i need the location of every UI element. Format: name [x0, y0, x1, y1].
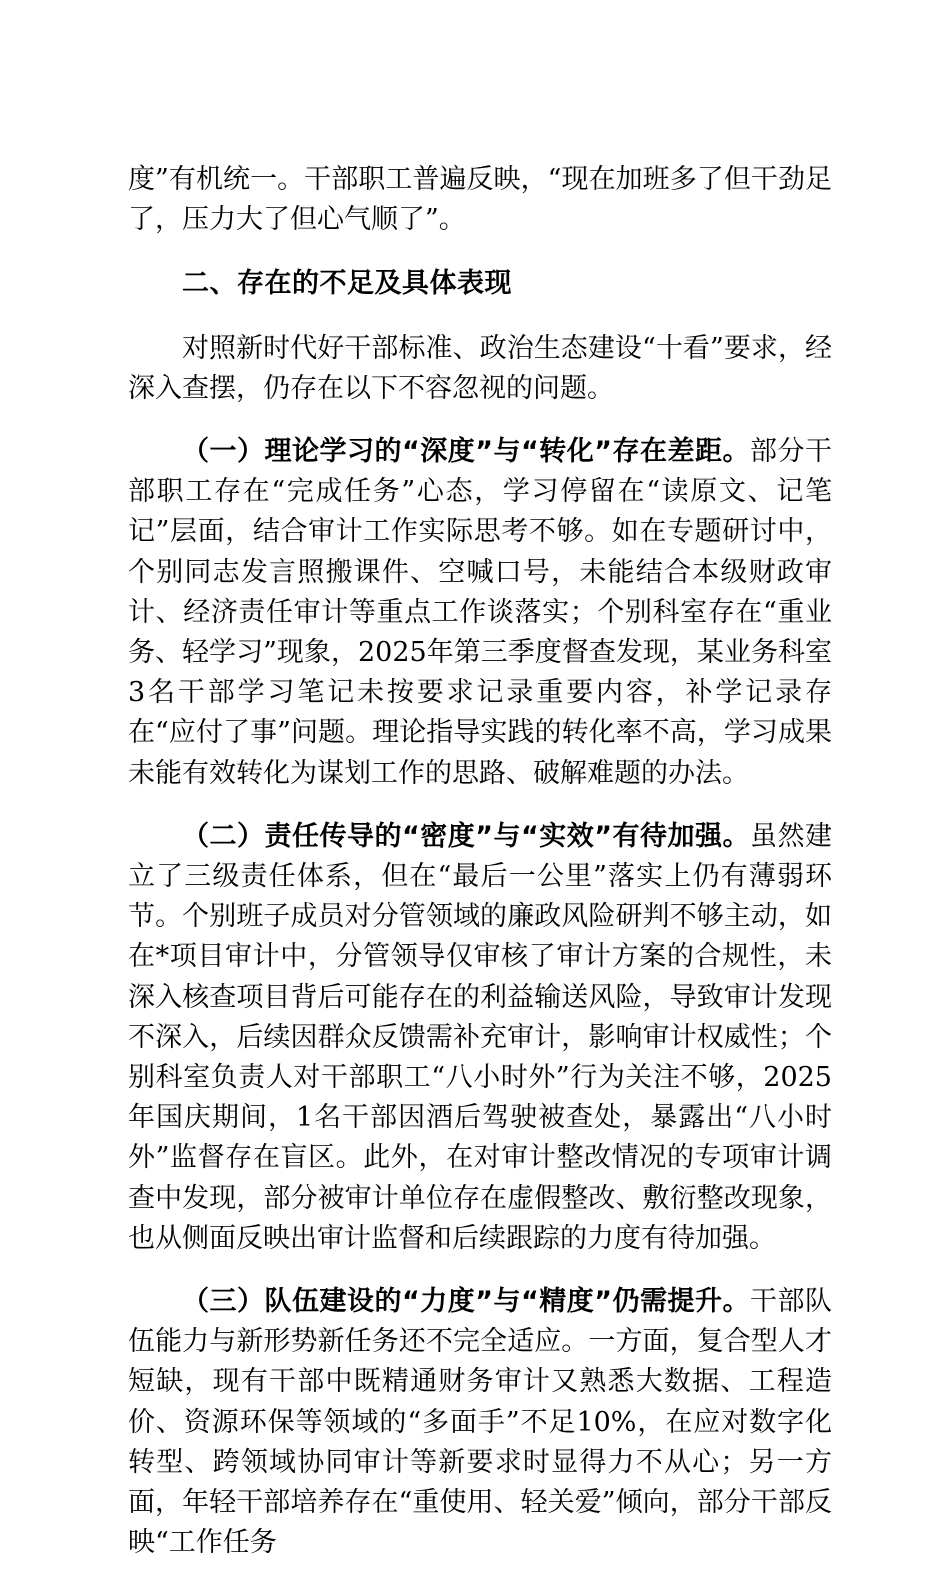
item-body-2: 虽然建立了三级责任体系，但在“最后一公里”落实上仍有薄弱环节。个别班子成员对分管领域的廉政风险研判不够主动，如在*项目审计中，分管领导仅审核了审计方案的合规性，未深入核查项目背后可能存在的利益输送风险，导致审计发现不深入，后续因群众反馈需补充审计，影响审计权威性；个别科室负责人对干部职工“八小时外”行为关注不够，2025年国庆期间，1名干部因酒后驾驶被查处，暴露出“八小时外”监督存在盲区。此外，在对审计整改情况的专项审计调查中发现，部分被审计单位存在虚假整改、敷衍整改现象，也从侧面反映出审计监督和后续跟踪的力度有待加强。	[128, 820, 833, 1254]
item-body-1: 部分干部职工存在“完成任务”心态，学习停留在“读原文、记笔记”层面，结合审计工作实际思考不够。如在专题研讨中，个别同志发言照搬课件、空喊口号，未能结合本级财政审计、经济责任审计等重点工作谈落实；个别科室存在“重业务、轻学习”现象，2025年第三季度督查发现，某业务科室3名干部学习笔记未按要求记录重要内容，补学记录存在“应付了事”问题。理论指导实践的转化率不高，学习成果未能有效转化为谋划工作的思路、破解难题的办法。	[128, 436, 833, 789]
document-page	[128, 160, 832, 1587]
item-paragraph-3	[128, 1282, 832, 1563]
intro-paragraph: 对照新时代好干部标准、政治生态建设“十看”要求，经深入查摆，仍存在以下不容忽视的问题。	[128, 332, 832, 404]
item-body-3: 干部队伍能力与新形势新任务还不完全适应。一方面，复合型人才短缺，现有干部中既精通财务审计又熟悉大数据、工程造价、资源环保等领域的“多面手”不足10%，在应对数字化转型、跨领域协同审计等新要求时显得力不从心；另一方面，年轻干部培养存在“重使用、轻关爱”倾向，部分干部反映“工作任务	[128, 1286, 833, 1559]
continuation-paragraph: 度”有机统一。干部职工普遍反映，“现在加班多了但干劲足了，压力大了但心气顺了”。	[128, 164, 832, 236]
item-lead-3: （三）队伍建设的“力度”与“精度”仍需提升。	[182, 1286, 750, 1318]
item-lead-2: （二）责任传导的“密度”与“实效”有待加强。	[182, 820, 750, 852]
item-paragraph-1	[128, 432, 832, 794]
item-paragraph-2	[128, 817, 832, 1259]
item-lead-1: （一）理论学习的“深度”与“转化”存在差距。	[182, 436, 750, 468]
section-heading: 二、存在的不足及具体表现	[182, 268, 512, 300]
